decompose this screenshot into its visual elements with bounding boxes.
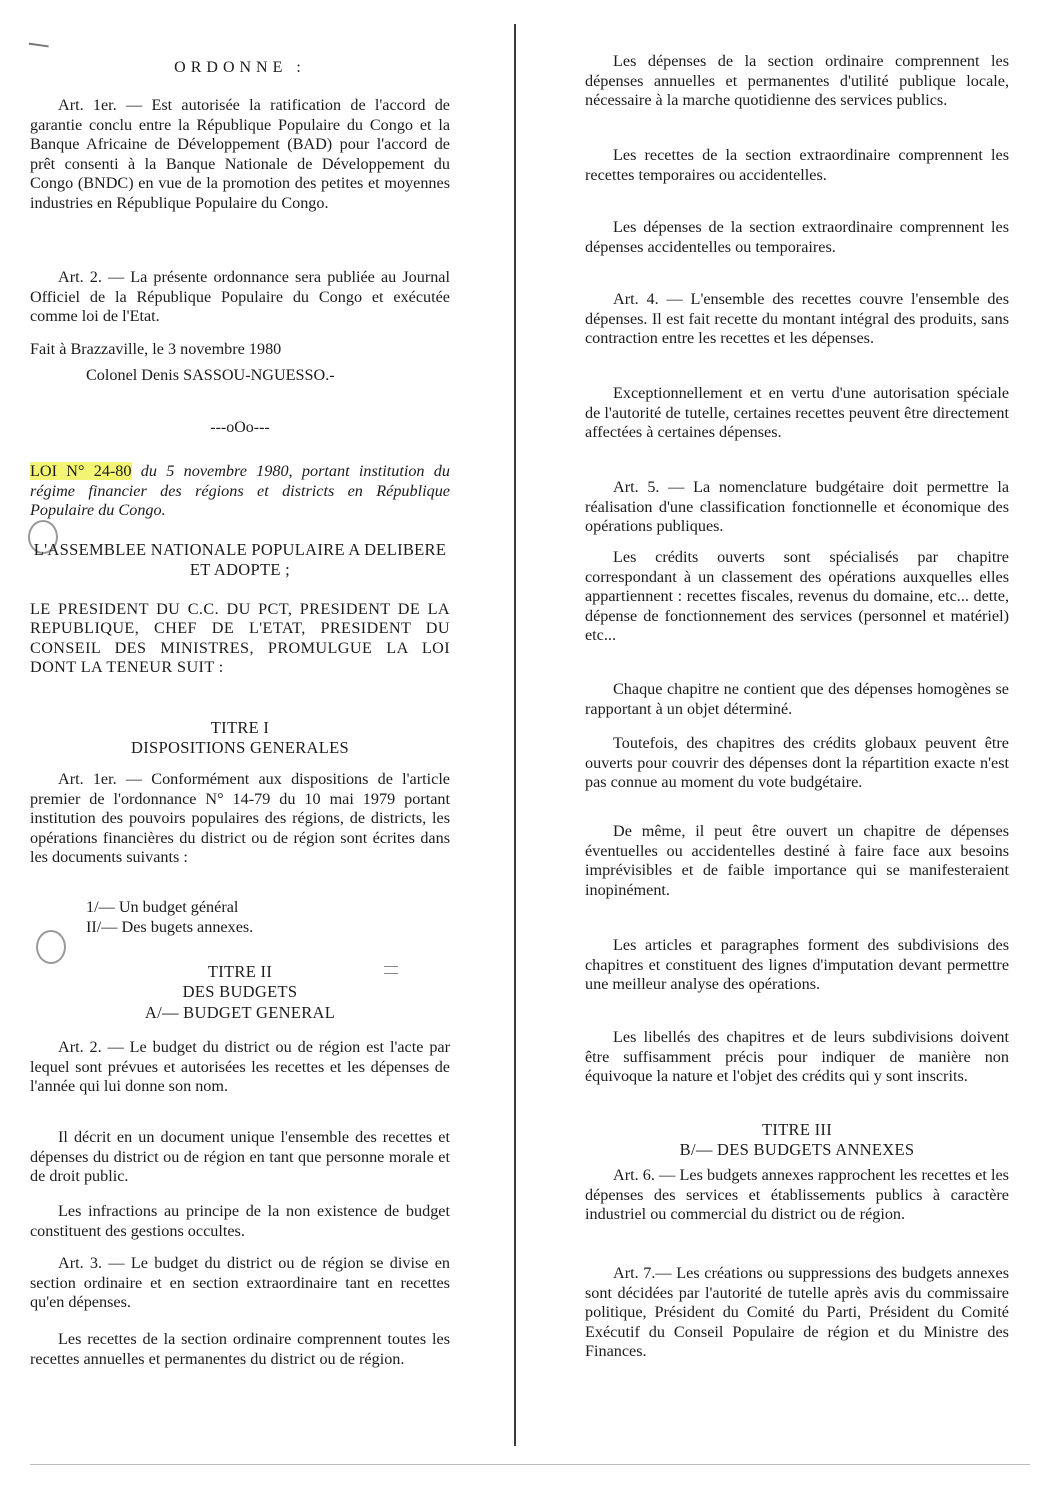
art5: Art. 5. — La nomenclature budgétaire doit permettre la réalisation d'une classification fonctionnelle et économique des opérations publiques. — [585, 478, 1009, 536]
paragraph-de-meme: De même, il peut être ouvert un chapitre de dépenses éventuelles ou accidentelles destiné à faire face aux besoins imprévisibles et de faible importance qui se manifesteraient inopinément. — [585, 822, 1009, 899]
paragraph-articles: Les articles et paragraphes forment des subdivisions des chapitres et constituent des lignes d'imputation devant permettre une meilleur analyse des opérations. — [585, 936, 1009, 994]
paragraph-toutefois: Toutefois, des chapitres des crédits globaux peuvent être ouverts pour couvrir des dépenses dont la répartition exacte n'est pas connue au moment du vote budgétaire. — [585, 734, 1009, 792]
art1-loi: Art. 1er. — Conformément aux dispositions de l'article premier de l'ordonnance N° 14-79 du 10 mai 1979 portant institution des pouvoirs populaires des régions, de districts, les opérations financières du district ou de région sont écrites dans les documents suivants : — [30, 770, 450, 867]
signature: Colonel Denis SASSOU-NGUESSO.- — [86, 366, 335, 384]
list-item: II/— Des bugets annexes. — [86, 918, 254, 936]
column-divider — [514, 24, 516, 1446]
paragraph-infractions: Les infractions au principe de la non existence de budget constituent des gestions occultes. — [30, 1202, 450, 1240]
paragraph-libelles: Les libellés des chapitres et de leurs subdivisions doivent être suffisamment précis pour indiquer de manière non équivoque la nature et l'objet des crédits qui y sont inscrits. — [585, 1028, 1009, 1086]
paragraph-credits: Les crédits ouverts sont spécialisés par chapitre correspondant à un classement des opérations auxquelles elles appartiennent : recettes fiscales, revenus du domaine, etc... dette, dépense de fonctionnement des services (personnel et matériel) etc... — [585, 548, 1009, 645]
paragraph-depenses-ordinaire: Les dépenses de la section ordinaire comprennent les dépenses annuelles et permanentes d'utilité publique locale, nécessaire à la marche quotidienne des services publics. — [585, 52, 1009, 110]
fait-line: Fait à Brazzaville, le 3 novembre 1980 — [30, 340, 282, 358]
ordonne-heading: ORDONNE : — [174, 59, 306, 76]
loi-header — [30, 462, 450, 521]
loi-number: LOI N° 24-80 — [30, 462, 132, 480]
titre3: TITRE III — [761, 1120, 833, 1139]
art1-ordonnance: Art. 1er. — Est autorisée la ratification de l'accord de garantie conclu entre la République Populaire du Congo et la Banque Africaine de Développement (BAD) pour l'accord de prêt consenti à la Banque Nationale de Développement du Congo (BNDC) en vue de la promotion des petites et moyennes industries en République Populaire du Congo. — [30, 96, 450, 212]
page-bottom-rule — [30, 1464, 1030, 1465]
art2-ordonnance: Art. 2. — La présente ordonnance sera publiée au Journal Officiel de la République Populaire du Congo et exécutée comme loi de l'Etat. — [30, 268, 450, 326]
assemblee-heading: L'ASSEMBLEE NATIONALE POPULAIRE A DELIBERE ET ADOPTE ; — [33, 540, 447, 579]
paragraph-recettes-extraordinaire: Les recettes de la section extraordinaire comprennent les recettes temporaires ou accidentelles. — [585, 146, 1009, 184]
separator: ---oOo--- — [210, 419, 270, 436]
titre2: TITRE II — [207, 962, 273, 981]
art3: Art. 3. — Le budget du district ou de région se divise en section ordinaire et en section extraordinaire tant en recettes qu'en dépenses. — [30, 1254, 450, 1312]
art2-loi: Art. 2. — Le budget du district ou de région est l'acte par lequel sont prévues et autorisées les recettes et les dépenses de l'année qui lui donne son nom. — [30, 1038, 450, 1096]
art6: Art. 6. — Les budgets annexes rapprochent les recettes et les dépenses des services et établissements publics à caractère industriel ou commercial du district ou de région. — [585, 1166, 1009, 1224]
paragraph-exceptionnellement: Exceptionnellement et en vertu d'une autorisation spéciale de l'autorité de tutelle, certaines recettes peuvent être directement affectées à certaines dépenses. — [585, 384, 1009, 442]
titre2-subtitle: DES BUDGETS — [182, 982, 298, 1001]
titre3-subtitle: B/— DES BUDGETS ANNEXES — [679, 1140, 915, 1159]
titre1: TITRE I — [210, 718, 270, 737]
art7: Art. 7.— Les créations ou suppressions des budgets annexes sont décidées par l'autorité de tutelle après avis du commissaire politique, Président du Comité du Parti, Président du Comité Exécutif du Conseil Populaire de région et du Ministre des Finances. — [585, 1264, 1009, 1361]
scan-mark — [27, 43, 48, 58]
president-heading: LE PRESIDENT DU C.C. DU PCT, PRESIDENT DE LA REPUBLIQUE, CHEF DE L'ETAT, PRESIDENT DU CONSEIL DES MINISTRES, PROMULGUE LA LOI DONT LA TENEUR SUIT : — [30, 600, 450, 677]
titre2-subtitle2: A/— BUDGET GENERAL — [144, 1003, 336, 1022]
paragraph-depenses-extraordinaire: Les dépenses de la section extraordinaire comprennent les dépenses accidentelles ou temporaires. — [585, 218, 1009, 256]
paragraph-recettes-ordinaire: Les recettes de la section ordinaire comprennent toutes les recettes annuelles et permanentes du district ou de région. — [30, 1330, 450, 1368]
scan-circle-mark — [36, 930, 66, 964]
loi-title: du 5 novembre 1980, portant institution du régime financier des régions et districts en République Populaire du Congo. — [30, 462, 450, 520]
list-item: 1/— Un budget général — [86, 898, 239, 916]
art4: Art. 4. — L'ensemble des recettes couvre l'ensemble des dépenses. Il est fait recette du montant intégral des produits, sans contraction entre les recettes et les dépenses. — [585, 290, 1009, 348]
titre1-subtitle: DISPOSITIONS GENERALES — [131, 738, 349, 757]
paragraph-chapitre: Chaque chapitre ne contient que des dépenses homogènes se rapportant à un objet déterminé. — [585, 680, 1009, 718]
paragraph-decrit: Il décrit en un document unique l'ensemble des recettes et dépenses du district ou de région en tant que personne morale et de droit public. — [30, 1128, 450, 1186]
